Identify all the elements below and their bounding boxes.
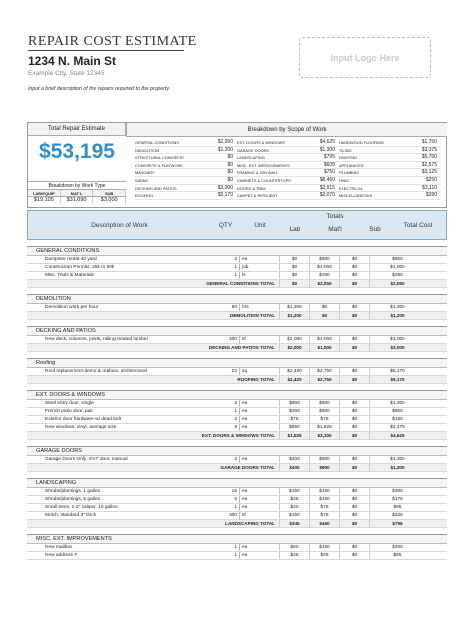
table-cell[interactable]: $0: [339, 424, 369, 431]
col-totals: Totals: [326, 213, 344, 220]
table-cell[interactable]: $150: [279, 512, 309, 519]
scope-item-name: ROOFING: [135, 193, 154, 199]
table-cell[interactable]: 9: [234, 425, 237, 430]
section-total-value: $450: [309, 520, 339, 527]
table-cell[interactable]: $25: [279, 496, 309, 503]
table-cell[interactable]: $0: [339, 544, 369, 551]
table-row[interactable]: [27, 496, 447, 504]
section-total-value: $2,420: [279, 376, 309, 383]
section-total-value: $1,200: [369, 312, 425, 319]
table-cell[interactable]: $2,420: [279, 368, 309, 375]
scope-item-value: $3,110: [422, 184, 437, 191]
table-cell[interactable]: $250: [369, 272, 425, 279]
scope-item-name: PAINTING: [339, 155, 358, 161]
scope-item-value: $250: [425, 176, 437, 183]
scope-item-value: $0: [227, 169, 233, 176]
table-cell[interactable]: $150: [369, 416, 425, 423]
table-cell[interactable]: $0: [339, 504, 369, 511]
table-row[interactable]: [27, 336, 447, 344]
table-row[interactable]: [27, 504, 447, 512]
section-total-row: [27, 280, 447, 288]
table-cell[interactable]: ls: [239, 272, 279, 279]
scope-item-value: $2,050: [217, 139, 233, 145]
table-cell[interactable]: 15: [231, 489, 237, 494]
table-cell[interactable]: $0: [339, 368, 369, 375]
scope-item-name: GENERAL CONDITIONS: [135, 140, 179, 145]
work-type-value: $31,090: [61, 197, 94, 204]
table-cell[interactable]: $600: [309, 408, 339, 415]
table-cell[interactable]: $0: [339, 496, 369, 503]
scope-item-value: $5,170: [217, 192, 233, 199]
estimate-section: [27, 478, 447, 528]
table-cell[interactable]: sf: [239, 512, 279, 519]
table-cell[interactable]: ea: [239, 408, 279, 415]
total-repair-label: Total Repair Estimate: [28, 123, 126, 136]
section-total-value: $3,000: [369, 344, 425, 351]
col-sub: Sub: [369, 226, 381, 233]
section-total-value: $0: [309, 312, 339, 319]
scope-item-name: SIDING: [135, 177, 149, 183]
table-cell[interactable]: $75: [309, 416, 339, 423]
scope-row: [135, 139, 441, 147]
scope-item-name: ELECTRICAL: [339, 185, 363, 191]
page-title: REPAIR COST ESTIMATE: [28, 34, 197, 49]
estimate-section: [27, 358, 447, 384]
table-cell[interactable]: $25: [309, 552, 339, 559]
table-row[interactable]: [27, 264, 447, 272]
table-row[interactable]: [27, 408, 447, 416]
table-cell[interactable]: $600: [279, 400, 309, 407]
table-cell[interactable]: 5: [234, 497, 237, 502]
table-row[interactable]: [27, 512, 447, 520]
table-cell[interactable]: $650: [279, 424, 309, 431]
table-row[interactable]: [27, 368, 447, 376]
section-total-value: $4,625: [369, 432, 425, 439]
scope-item-name: APPLIANCES: [339, 162, 364, 168]
table-cell[interactable]: $0: [339, 408, 369, 415]
scope-item-name: TILING: [339, 147, 352, 153]
table-cell[interactable]: ea: [239, 552, 279, 559]
section-total-value: $795: [369, 520, 425, 527]
scope-row: [135, 169, 441, 177]
table-row[interactable]: [27, 272, 447, 280]
scope-row: [135, 154, 441, 162]
table-cell[interactable]: $5,170: [369, 368, 425, 375]
section-total-value: $0: [339, 464, 369, 471]
section-title: MISC. EXT. IMPROVEMENTS: [27, 535, 447, 544]
table-cell[interactable]: $0: [279, 272, 309, 279]
scope-item-name: FRAMING & DRYWALL: [237, 170, 279, 176]
work-type-label: Breakdown by Work Type: [28, 181, 126, 189]
scope-item-value: $3,125: [421, 169, 437, 176]
table-cell[interactable]: $0: [339, 256, 369, 263]
table-cell[interactable]: $1,200: [369, 304, 425, 311]
table-cell[interactable]: New address #: [45, 553, 77, 558]
table-row[interactable]: [27, 552, 447, 560]
col-unit: Unit: [254, 222, 266, 229]
table-cell[interactable]: 22: [231, 369, 237, 374]
table-cell[interactable]: Exterior door hardware w/ dead bolt: [45, 417, 121, 422]
section-total-value: $2,050: [309, 280, 339, 287]
table-cell[interactable]: New deck, columns, joists, railing-treated lumber: [45, 337, 149, 342]
section-total-label: EXT. DOORS & WINDOWS TOTAL: [201, 433, 275, 438]
table-cell[interactable]: $25: [279, 552, 309, 559]
table-cell[interactable]: $0: [339, 264, 369, 271]
table-cell[interactable]: $1,200: [369, 400, 425, 407]
section-total-value: $1,200: [279, 312, 309, 319]
section-title: DEMOLITION: [27, 295, 447, 304]
table-cell[interactable]: ea: [239, 424, 279, 431]
scope-item-name: GARAGE DOORS: [237, 147, 269, 153]
table-cell[interactable]: hrs: [239, 304, 279, 311]
table-cell[interactable]: $75: [309, 504, 339, 511]
col-qty: QTY: [218, 222, 233, 229]
section-total-value: $345: [279, 520, 309, 527]
table-cell[interactable]: 1: [234, 545, 237, 550]
section-total-label: ROOFING TOTAL: [237, 377, 275, 382]
scope-item-name: MASONRY: [135, 170, 155, 176]
table-cell[interactable]: $300: [369, 488, 425, 495]
section-total-value: $1,300: [369, 464, 425, 471]
scope-item-value: $3,375: [421, 146, 437, 153]
scope-item-name: LANDSCAPING: [237, 155, 265, 161]
table-cell[interactable]: $2,000: [279, 336, 309, 343]
section-total-value: $400: [279, 464, 309, 471]
scope-row: [135, 192, 441, 200]
table-row[interactable]: [27, 256, 447, 264]
table-cell[interactable]: ea: [239, 488, 279, 495]
work-type-header: LAB/EQUIP: [28, 190, 61, 197]
work-type-value: $19,105: [28, 197, 61, 204]
table-cell[interactable]: 1: [234, 409, 237, 414]
table-cell[interactable]: job: [239, 264, 279, 271]
scope-item-name: EXT. DOORS & WINDOWS: [237, 140, 285, 145]
total-repair-value: $53,195: [39, 140, 115, 163]
table-row[interactable]: [27, 488, 447, 496]
table-cell[interactable]: $1,825: [309, 424, 339, 431]
table-cell[interactable]: 1: [234, 273, 237, 278]
scope-item-name: CARPET & RESILIENT: [237, 193, 278, 199]
table-cell[interactable]: $0: [339, 336, 369, 343]
table-header: [27, 210, 447, 240]
work-type-values: [28, 196, 126, 204]
scope-item-name: MISCELLANEOUS: [339, 193, 373, 199]
table-cell[interactable]: 200: [228, 337, 237, 342]
section-total-value: $2,750: [309, 376, 339, 383]
table-cell[interactable]: $65: [369, 552, 425, 559]
table-cell[interactable]: 3: [234, 401, 237, 406]
table-row[interactable]: [27, 424, 447, 432]
table-cell[interactable]: ea: [239, 256, 279, 263]
col-description: Description of Work: [91, 222, 148, 229]
table-cell[interactable]: $75: [309, 512, 339, 519]
table-cell[interactable]: $0: [339, 512, 369, 519]
section-total-label: DECKING AND PATIOS TOTAL: [208, 345, 275, 350]
table-cell[interactable]: Construction Permits, 25k to 50k: [45, 265, 115, 270]
table-cell[interactable]: ea: [239, 544, 279, 551]
property-address: 1234 N. Main St: [28, 54, 117, 68]
table-cell[interactable]: Demolition work per hour: [45, 305, 99, 310]
section-title: LANDSCAPING: [27, 479, 447, 488]
table-row[interactable]: [27, 544, 447, 552]
scope-item-value: $4,625: [319, 139, 335, 145]
estimate-table: [27, 210, 447, 560]
table-cell[interactable]: $1,000: [369, 264, 425, 271]
repair-description[interactable]: Input a brief description of the repairs required to the property.: [28, 86, 171, 92]
estimate-section: [27, 294, 447, 320]
table-cell[interactable]: $0: [309, 304, 339, 311]
table-cell[interactable]: $2,750: [309, 368, 339, 375]
table-cell[interactable]: 1: [234, 505, 237, 510]
section-total-value: $0: [339, 280, 369, 287]
table-cell[interactable]: $0: [339, 552, 369, 559]
scope-item-value: $1,200: [217, 146, 233, 153]
scope-item-value: $0: [227, 161, 233, 168]
table-cell[interactable]: 2: [234, 257, 237, 262]
scope-row: [135, 185, 441, 193]
table-cell[interactable]: $225: [369, 512, 425, 519]
section-total-value: $0: [339, 520, 369, 527]
table-cell[interactable]: $150: [279, 488, 309, 495]
table-cell[interactable]: $1,200: [279, 304, 309, 311]
section-total-row: [27, 344, 447, 352]
table-cell[interactable]: Garage Doors Only: 9'x7' door, manual: [45, 457, 128, 462]
scope-breakdown-grid: [135, 139, 441, 200]
table-cell[interactable]: $0: [339, 272, 369, 279]
table-cell[interactable]: $150: [309, 496, 339, 503]
table-cell[interactable]: 2: [234, 457, 237, 462]
scope-item-value: $0: [227, 176, 233, 183]
table-cell[interactable]: $150: [309, 544, 339, 551]
table-cell[interactable]: $50: [279, 544, 309, 551]
scope-item-value: $0: [227, 154, 233, 161]
table-cell[interactable]: $200: [369, 544, 425, 551]
scope-item-name: HVAC: [339, 177, 350, 183]
section-title: GARAGE DOORS: [27, 447, 447, 456]
col-total-cost: Total Cost: [403, 222, 433, 229]
scope-item-name: MISC. EXT. IMPROVEMENTS: [237, 162, 290, 168]
table-cell[interactable]: $900: [309, 456, 339, 463]
section-total-value: $1,525: [279, 432, 309, 439]
section-total-row: [27, 376, 447, 384]
section-total-value: $0: [339, 312, 369, 319]
estimate-section: [27, 534, 447, 560]
table-cell[interactable]: $0: [279, 264, 309, 271]
table-row[interactable]: [27, 416, 447, 424]
table-cell[interactable]: ea: [239, 496, 279, 503]
table-cell[interactable]: Shrubs/plantings, 1 gallon: [45, 489, 101, 494]
table-cell[interactable]: $800: [369, 256, 425, 263]
scope-row: [135, 177, 441, 185]
scope-item-name: DECKING AND PATIOS: [135, 185, 177, 191]
section-total-value: $2,050: [369, 280, 425, 287]
table-cell[interactable]: $0: [339, 416, 369, 423]
table-cell[interactable]: $1,300: [369, 456, 425, 463]
estimate-section: [27, 390, 447, 440]
table-cell[interactable]: $0: [339, 456, 369, 463]
section-total-value: $0: [279, 280, 309, 287]
table-row[interactable]: [27, 400, 447, 408]
table-cell[interactable]: Misc. Tools & Materials: [45, 273, 94, 278]
scope-item-value: $750: [323, 169, 335, 176]
scope-row: [135, 147, 441, 155]
table-cell[interactable]: New windows, vinyl, average size: [45, 425, 117, 430]
scope-item-value: $795: [323, 154, 335, 161]
table-cell[interactable]: ea: [239, 416, 279, 423]
section-total-row: [27, 520, 447, 528]
table-cell[interactable]: Mulch, standard 3" thick: [45, 513, 97, 518]
table-row[interactable]: [27, 304, 447, 312]
section-total-label: GARAGE DOORS TOTAL: [220, 465, 275, 470]
scope-item-value: $1,750: [421, 139, 437, 145]
col-matl: Mat'l: [328, 226, 342, 233]
section-title: DECKING AND PATIOS: [27, 327, 447, 336]
table-cell[interactable]: $95: [369, 504, 425, 511]
section-title: Roofing: [27, 359, 447, 368]
table-cell[interactable]: Roof replacement-demo & replace, architectural: [45, 369, 147, 374]
scope-breakdown-label: Breakdown by Scope of Work: [126, 123, 447, 137]
table-cell[interactable]: $250: [309, 272, 339, 279]
table-cell[interactable]: French patio door, pair: [45, 409, 93, 414]
scope-item-name: DEMOLITION: [135, 147, 160, 153]
section-total-value: $0: [339, 432, 369, 439]
table-cell[interactable]: $20: [279, 504, 309, 511]
table-cell[interactable]: $0: [279, 256, 309, 263]
table-cell[interactable]: sq: [239, 368, 279, 375]
table-cell[interactable]: $175: [369, 496, 425, 503]
table-cell[interactable]: $0: [339, 488, 369, 495]
work-type-value: $3,000: [93, 197, 126, 204]
scope-item-name: CABINETS & COUNTERTOPS: [237, 177, 291, 183]
section-total-label: GENERAL CONDITIONS TOTAL: [206, 281, 275, 286]
estimate-section: [27, 326, 447, 352]
scope-item-name: STRUCTURAL CONCRETE: [135, 155, 184, 161]
table-cell[interactable]: $1,000: [309, 264, 339, 271]
estimate-section: [27, 446, 447, 472]
table-cell[interactable]: $150: [309, 488, 339, 495]
table-cell[interactable]: Shrubs/plantings, 5 gallon: [45, 497, 101, 502]
table-cell[interactable]: New mailbox: [45, 545, 73, 550]
section-total-value: $900: [309, 464, 339, 471]
table-cell[interactable]: $800: [369, 408, 425, 415]
section-title: EXT. DOORS & WINDOWS: [27, 391, 447, 400]
work-type-header: SUB: [93, 190, 126, 197]
table-row[interactable]: [27, 456, 447, 464]
scope-item-value: $1,300: [319, 146, 335, 153]
table-cell[interactable]: $2,475: [369, 424, 425, 431]
col-lab: Lab: [289, 226, 301, 233]
table-cell[interactable]: ea: [239, 400, 279, 407]
table-cell[interactable]: 300: [228, 513, 237, 518]
section-total-value: $2,000: [279, 344, 309, 351]
scope-item-name: PLUMBING: [339, 170, 360, 176]
table-cell[interactable]: $200: [279, 408, 309, 415]
scope-item-value: $390: [425, 192, 437, 199]
table-cell[interactable]: Steel entry door, single: [45, 401, 94, 406]
scope-item-value: $2,915: [319, 184, 335, 191]
table-cell[interactable]: 2: [234, 417, 237, 422]
table-cell[interactable]: Small trees, 1-2" caliper, 10 gallon: [45, 505, 118, 510]
section-total-row: [27, 312, 447, 320]
section-total-value: $1,000: [309, 344, 339, 351]
table-cell[interactable]: 1: [234, 553, 237, 558]
scope-item-value: $2,575: [421, 161, 437, 168]
scope-item-value: $5,750: [421, 154, 437, 161]
table-cell[interactable]: $3,000: [369, 336, 425, 343]
table-cell[interactable]: $1,000: [309, 336, 339, 343]
scope-item-value: $2,070: [319, 192, 335, 199]
section-total-value: $3,100: [309, 432, 339, 439]
table-cell[interactable]: $75: [279, 416, 309, 423]
logo-placeholder[interactable]: Input Logo Here: [299, 37, 431, 78]
section-total-value: $5,170: [369, 376, 425, 383]
table-cell[interactable]: $400: [279, 456, 309, 463]
table-body: [27, 246, 447, 560]
table-cell[interactable]: $0: [339, 400, 369, 407]
table-cell[interactable]: ea: [239, 504, 279, 511]
work-type-header: MAT'L: [61, 190, 94, 197]
section-total-row: [27, 464, 447, 472]
table-cell[interactable]: ea: [239, 456, 279, 463]
scope-item-value: $3,000: [217, 184, 233, 191]
table-cell[interactable]: $0: [339, 304, 369, 311]
section-total-value: $0: [339, 344, 369, 351]
section-total-label: DEMOLITION TOTAL: [230, 313, 275, 318]
section-total-value: $0: [339, 376, 369, 383]
section-total-row: [27, 432, 447, 440]
scope-item-value: $605: [323, 161, 335, 168]
section-total-label: LANDSCAPING TOTAL: [225, 521, 275, 526]
table-cell[interactable]: $600: [309, 400, 339, 407]
scope-item-value: $8,460: [319, 176, 335, 183]
table-cell[interactable]: Dumpster rental-40 yard: [45, 257, 97, 262]
scope-item-name: DOORS & TRIM: [237, 185, 266, 191]
table-cell[interactable]: 80: [231, 305, 237, 310]
title-underline: [28, 50, 184, 51]
scope-item-name: HARDWOOD FLOORING: [339, 140, 384, 145]
section-title: GENERAL CONDITIONS: [27, 247, 447, 256]
table-cell[interactable]: 1: [234, 265, 237, 270]
table-cell[interactable]: $800: [309, 256, 339, 263]
scope-row: [135, 162, 441, 170]
estimate-section: [27, 246, 447, 288]
property-city: Example City, State 12345: [28, 70, 105, 77]
scope-item-name: CONCRETE & FLATWORK: [135, 162, 183, 168]
table-cell[interactable]: sf: [239, 336, 279, 343]
